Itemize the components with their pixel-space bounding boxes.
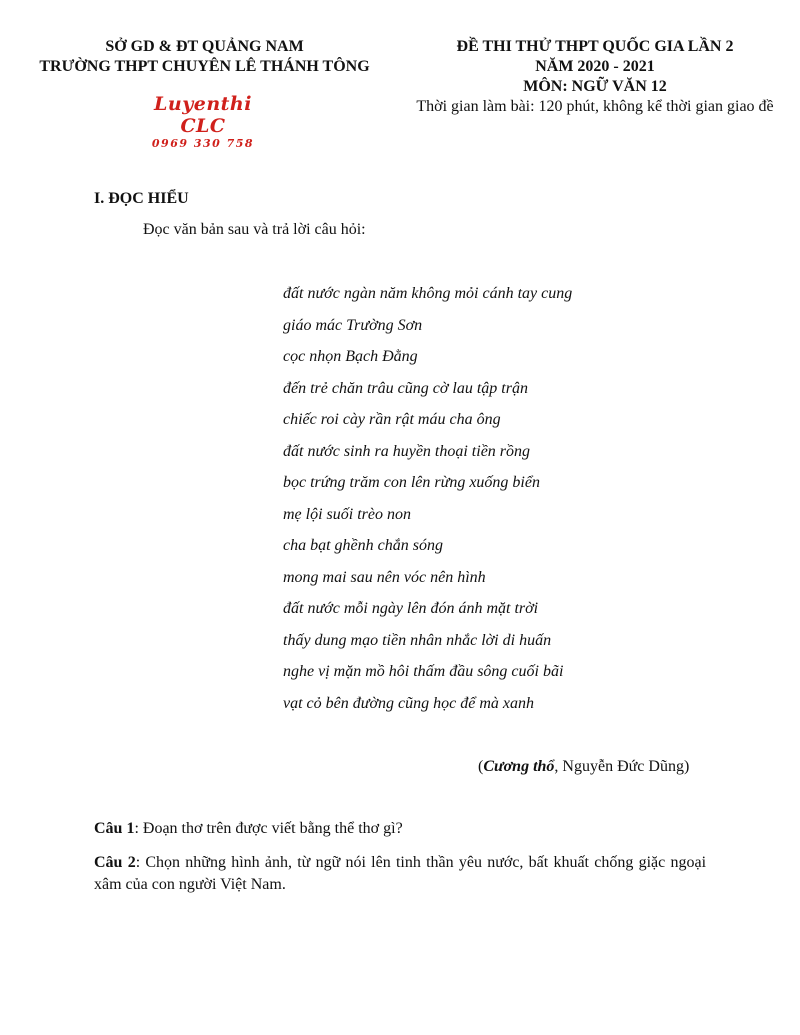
poem-line: mong mai sau nên vóc nên hình — [283, 568, 486, 586]
source-author: , Nguyễn Đức Dũng) — [554, 758, 690, 775]
poem-line: chiếc roi cày rần rật máu cha ông — [283, 411, 501, 428]
school-name: TRƯỜNG THPT CHUYÊN LÊ THÁNH TÔNG — [39, 58, 370, 75]
poem-line: nghe vị mặn mồ hôi thấm đầu sông cuối bãi — [283, 663, 564, 680]
exam-year: NĂM 2020 - 2021 — [535, 58, 655, 75]
header-right — [400, 37, 790, 117]
source-open: ( — [478, 758, 484, 775]
question-label: Câu 2 — [94, 854, 136, 871]
exam-title: ĐỀ THI THỬ THPT QUỐC GIA LẦN 2 — [456, 38, 734, 55]
question-1 — [94, 820, 403, 838]
question-label: Câu 1 — [94, 820, 135, 837]
poem-line: đất nước ngàn năm không mỏi cánh tay cung — [283, 285, 573, 302]
logo-phone: 0969 330 758 — [151, 137, 255, 150]
poem — [283, 284, 572, 725]
exam-duration: Thời gian làm bài: 120 phút, không kể thời gian giao đề — [416, 98, 774, 115]
poem-line: đất nước mỗi ngày lên đón ánh mặt trời — [283, 600, 539, 617]
brand-logo — [128, 93, 278, 150]
department-name: SỞ GD & ĐT QUẢNG NAM — [105, 38, 304, 55]
poem-line: đến trẻ chăn trâu cũng cờ lau tập trận — [283, 379, 528, 397]
logo-name: Luyenthi CLC — [154, 93, 252, 137]
poem-source — [478, 758, 689, 776]
poem-line: giáo mác Trường Sơn — [283, 316, 423, 334]
poem-line: vạt cỏ bên đường cũng học để mà xanh — [283, 694, 534, 712]
poem-line: mẹ lội suối trèo non — [283, 505, 411, 523]
question-2 — [94, 852, 706, 896]
question-text: : Chọn những hình ảnh, từ ngữ nói lên tinh thần yêu nước, bất khuất chống giặc ngoại xâm của con người Việt Nam. — [94, 854, 707, 893]
source-title: Cương thổ — [483, 758, 555, 775]
section-title: I. ĐỌC HIỂU — [94, 190, 189, 207]
question-text: : Đoạn thơ trên được viết bằng thể thơ gì? — [134, 820, 403, 837]
header-left — [22, 37, 387, 77]
poem-line: cha bạt ghềnh chắn sóng — [283, 537, 443, 554]
poem-line: đất nước sinh ra huyền thoại tiền rồng — [283, 442, 531, 460]
poem-line: thấy dung mạo tiền nhân nhắc lời di huấn — [283, 631, 552, 649]
poem-line: bọc trứng trăm con lên rừng xuống biển — [283, 474, 540, 491]
exam-subject: MÔN: NGỮ VĂN 12 — [523, 78, 667, 95]
section-instruction: Đọc văn bản sau và trả lời câu hỏi: — [143, 221, 366, 238]
poem-line: cọc nhọn Bạch Đằng — [283, 348, 418, 365]
